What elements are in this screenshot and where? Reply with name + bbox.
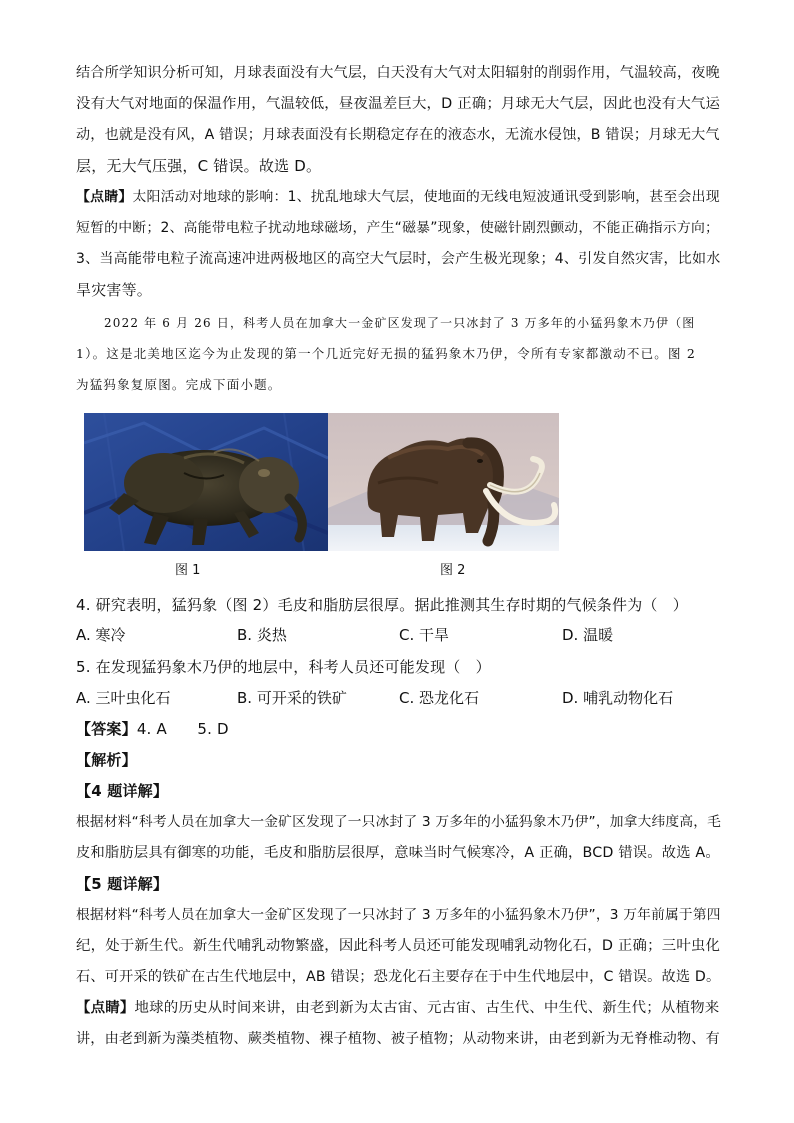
tip-line: 讲，由老到新为藻类植物、蕨类植物、裸子植物、被子植物；从动物来讲，由老到新为无脊椎动物、有 xyxy=(76,1031,720,1047)
tip-line xyxy=(76,185,720,209)
tip-text: 地球的历史从时间来讲，由老到新为太古宙、元古宙、古生代、中生代、新生代；从植物来 xyxy=(134,1000,720,1016)
woolly-mammoth-illustration xyxy=(328,413,559,551)
tip-tag: 【点睛】 xyxy=(76,1000,135,1016)
q4-option-a: A. 寒冷 xyxy=(76,626,126,644)
answer-tag: 【答案】 xyxy=(76,720,137,738)
figure-1-caption: 图 1 xyxy=(175,563,201,578)
answer-line xyxy=(76,717,720,741)
tip-text: 太阳活动对地球的影响：1、扰乱地球大气层，使地面的无线电短波通讯受到影响，甚至会出现 xyxy=(132,189,720,205)
detail-5-heading: 【5 题详解】 xyxy=(76,875,169,893)
q4-option-c: C. 干旱 xyxy=(399,626,450,644)
mammoth-mummy-photo xyxy=(84,413,328,551)
figure-2-caption: 图 2 xyxy=(440,563,466,578)
q5-option-c: C. 恐龙化石 xyxy=(399,689,480,707)
q5-option-b: B. 可开采的铁矿 xyxy=(237,689,347,707)
tip-line: 旱灾害等。 xyxy=(76,281,153,299)
detail-4-line: 皮和脂肪层具有御寒的功能，毛皮和脂肪层很厚，意味当时气候寒冷，A 正确，BCD 错误。故选 A。 xyxy=(76,845,720,861)
tip-line xyxy=(76,996,720,1020)
question-5-stem: 5. 在发现猛犸象木乃伊的地层中，科考人员还可能发现（ ） xyxy=(76,658,491,676)
question-4-stem: 4. 研究表明，猛犸象（图 2）毛皮和脂肪层很厚。据此推测其生存时期的气候条件为（ ） xyxy=(76,596,688,614)
paragraph-line: 层，无大气压强，C 错误。故选 D。 xyxy=(76,157,322,175)
q5-option-d: D. 哺乳动物化石 xyxy=(562,689,674,707)
detail-5-line: 纪，处于新生代。新生代哺乳动物繁盛，因此科考人员还可能发现哺乳动物化石，D 正确；三叶虫化 xyxy=(76,938,721,954)
q4-option-b: B. 炎热 xyxy=(237,626,287,644)
paragraph-line: 没有大气对地面的保温作用，气温较低，昼夜温差巨大，D 正确；月球无大气层，因此也没有大气运 xyxy=(76,96,721,112)
mammoth-reconstruction-image xyxy=(328,413,559,551)
analysis-heading: 【解析】 xyxy=(76,751,137,769)
material-line: 为猛犸象复原图。完成下面小题。 xyxy=(76,377,282,392)
answer-text: 4. A 5. D xyxy=(136,720,229,738)
paragraph-line: 动，也就是没有风，A 错误；月球表面没有长期稳定存在的液态水，无流水侵蚀，B 错误；月球无大气 xyxy=(76,127,720,143)
detail-5-line: 根据材料“科考人员在加拿大一金矿区发现了一只冰封了 3 万多年的小猛犸象木乃伊”，3 万年前属于第四 xyxy=(76,907,721,923)
detail-4-line: 根据材料“科考人员在加拿大一金矿区发现了一只冰封了 3 万多年的小猛犸象木乃伊”，加拿大纬度高，毛 xyxy=(76,814,722,830)
detail-5-line: 石、可开采的铁矿在古生代地层中，AB 错误；恐龙化石主要存在于中生代地层中，C 错误。故选 D。 xyxy=(76,969,721,985)
q4-option-d: D. 温暖 xyxy=(562,626,614,644)
tip-line: 3、当高能带电粒子流高速冲进两极地区的高空大气层时，会产生极光现象；4、引发自然灾害，比如水 xyxy=(76,251,721,267)
tip-line: 短暂的中断；2、高能带电粒子扰动地球磁场，产生“磁暴”现象，使磁针剧烈颤动，不能正确指示方向； xyxy=(76,220,720,236)
q5-option-a: A. 三叶虫化石 xyxy=(76,689,171,707)
tip-tag: 【点睛】 xyxy=(76,189,133,205)
paragraph-line: 结合所学知识分析可知，月球表面没有大气层，白天没有大气对太阳辐射的削弱作用，气温较高，夜晚 xyxy=(76,65,720,81)
mammoth-mummy-illustration xyxy=(84,413,328,551)
detail-4-heading: 【4 题详解】 xyxy=(76,782,169,800)
material-line: 2022 年 6 月 26 日，科考人员在加拿大一金矿区发现了一只冰封了 3 万多年的小猛犸象木乃伊（图 xyxy=(104,316,696,330)
material-line: 1）。这是北美地区迄今为止发现的第一个几近完好无损的猛犸象木乃伊，令所有专家都激动不已。图 2 xyxy=(76,346,697,361)
